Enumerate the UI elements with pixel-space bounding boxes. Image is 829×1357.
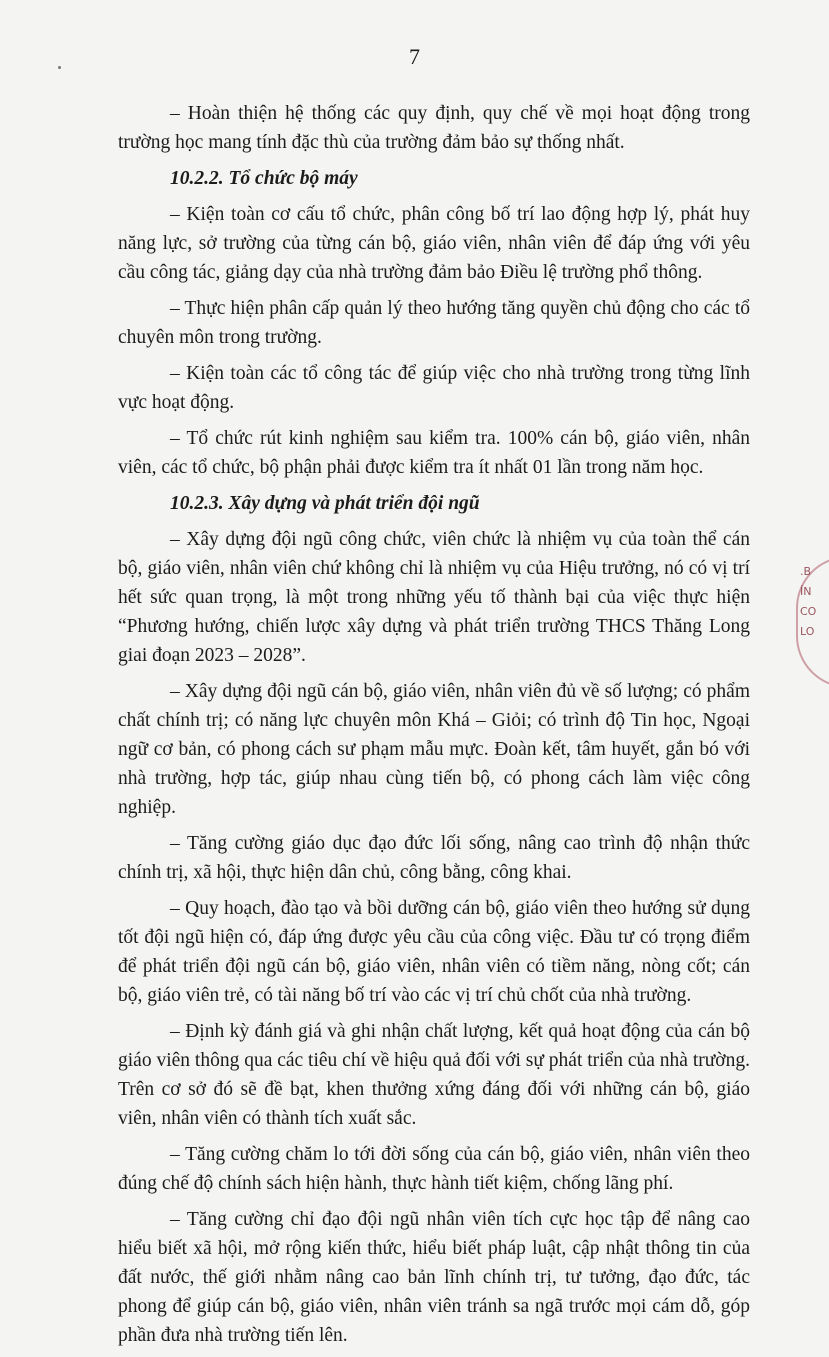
paragraph: – Xây dựng đội ngũ cán bộ, giáo viên, nhân viên đủ về số lượng; có phẩm chất chính trị; có năng lực chuyên môn Khá – Giỏi; có trình độ Tin học, Ngoại ngữ cơ bản, có phong cách sư phạm mẫu mực. Đoàn kết, tâm huyết, gắn bó với nhà trường, hợp tác, giúp nhau cùng tiến bộ, có phong cách làm việc công nghiệp.	[118, 681, 750, 818]
section-heading: 10.2.2. Tổ chức bộ máy	[170, 168, 358, 189]
stamp-text: .B	[800, 565, 812, 578]
stamp-text: CO	[800, 605, 817, 618]
paragraph: – Tăng cường chăm lo tới đời sống của cán bộ, giáo viên, nhân viên theo đúng chế độ chính sách hiện hành, thực hành tiết kiệm, chống lãng phí.	[118, 1144, 750, 1194]
paragraph: – Tăng cường chỉ đạo đội ngũ nhân viên tích cực học tập để nâng cao hiểu biết xã hội, mở rộng kiến thức, hiểu biết pháp luật, cập nhật thông tin của đất nước, thế giới nhằm nâng cao bản lĩnh chính trị, tư tưởng, đạo đức, tác phong để giúp cán bộ, giáo viên, nhân viên tránh sa ngã trước mọi cám dỗ, góp phần đưa nhà trường tiến lên.	[118, 1209, 750, 1346]
document-body	[118, 99, 750, 1357]
paragraph: – Tăng cường giáo dục đạo đức lối sống, nâng cao trình độ nhận thức chính trị, xã hội, thực hiện dân chủ, công bằng, công khai.	[118, 833, 750, 883]
paragraph: – Kiện toàn cơ cấu tổ chức, phân công bố trí lao động hợp lý, phát huy năng lực, sở trường của từng cán bộ, giáo viên, nhân viên để đáp ứng với yêu cầu công tác, giảng dạy của nhà trường đảm bảo Điều lệ trường phổ thông.	[118, 204, 750, 283]
stamp-text: LO	[800, 625, 815, 638]
paragraph: – Quy hoạch, đào tạo và bồi dưỡng cán bộ, giáo viên theo hướng sử dụng tốt đội ngũ hiện có, đáp ứng được yêu cầu của công việc. Đầu tư có trọng điểm để phát triển đội ngũ cán bộ, giáo viên, nhân viên có tiềm năng, nòng cốt; cán bộ, giáo viên trẻ, có tài năng bố trí vào các vị trí chủ chốt của nhà trường.	[118, 898, 750, 1006]
paragraph: – Kiện toàn các tổ công tác để giúp việc cho nhà trường trong từng lĩnh vực hoạt động.	[118, 363, 750, 413]
paragraph: – Thực hiện phân cấp quản lý theo hướng tăng quyền chủ động cho các tổ chuyên môn trong trường.	[118, 298, 750, 348]
paragraph: – Định kỳ đánh giá và ghi nhận chất lượng, kết quả hoạt động của cán bộ giáo viên thông qua các tiêu chí về hiệu quả đối với sự phát triển của nhà trường. Trên cơ sở đó sẽ đề bạt, khen thưởng xứng đáng đối với những cán bộ, giáo viên, nhân viên có thành tích xuất sắc.	[118, 1021, 750, 1129]
paragraph: – Xây dựng đội ngũ công chức, viên chức là nhiệm vụ của toàn thể cán bộ, giáo viên, nhân viên chứ không chỉ là nhiệm vụ của Hiệu trưởng, nó có vị trí hết sức quan trọng, là một trong những yếu tố thành bại của việc thực hiện “Phương hướng, chiến lược xây dựng và phát triển trường THCS Thăng Long giai đoạn 2023 – 2028”.	[118, 529, 750, 666]
paragraph: – Hoàn thiện hệ thống các quy định, quy chế về mọi hoạt động trong trường học mang tính đặc thù của trường đảm bảo sự thống nhất.	[118, 103, 750, 153]
stamp-text: ÍN	[800, 585, 812, 598]
stamp-fragment	[800, 562, 829, 682]
page-number: 7	[409, 44, 420, 69]
section-heading: 10.2.3. Xây dựng và phát triển đội ngũ	[170, 493, 480, 514]
paragraph: – Tổ chức rút kinh nghiệm sau kiểm tra. 100% cán bộ, giáo viên, nhân viên, các tổ chức, bộ phận phải được kiểm tra ít nhất 01 lần trong năm học.	[118, 428, 750, 478]
